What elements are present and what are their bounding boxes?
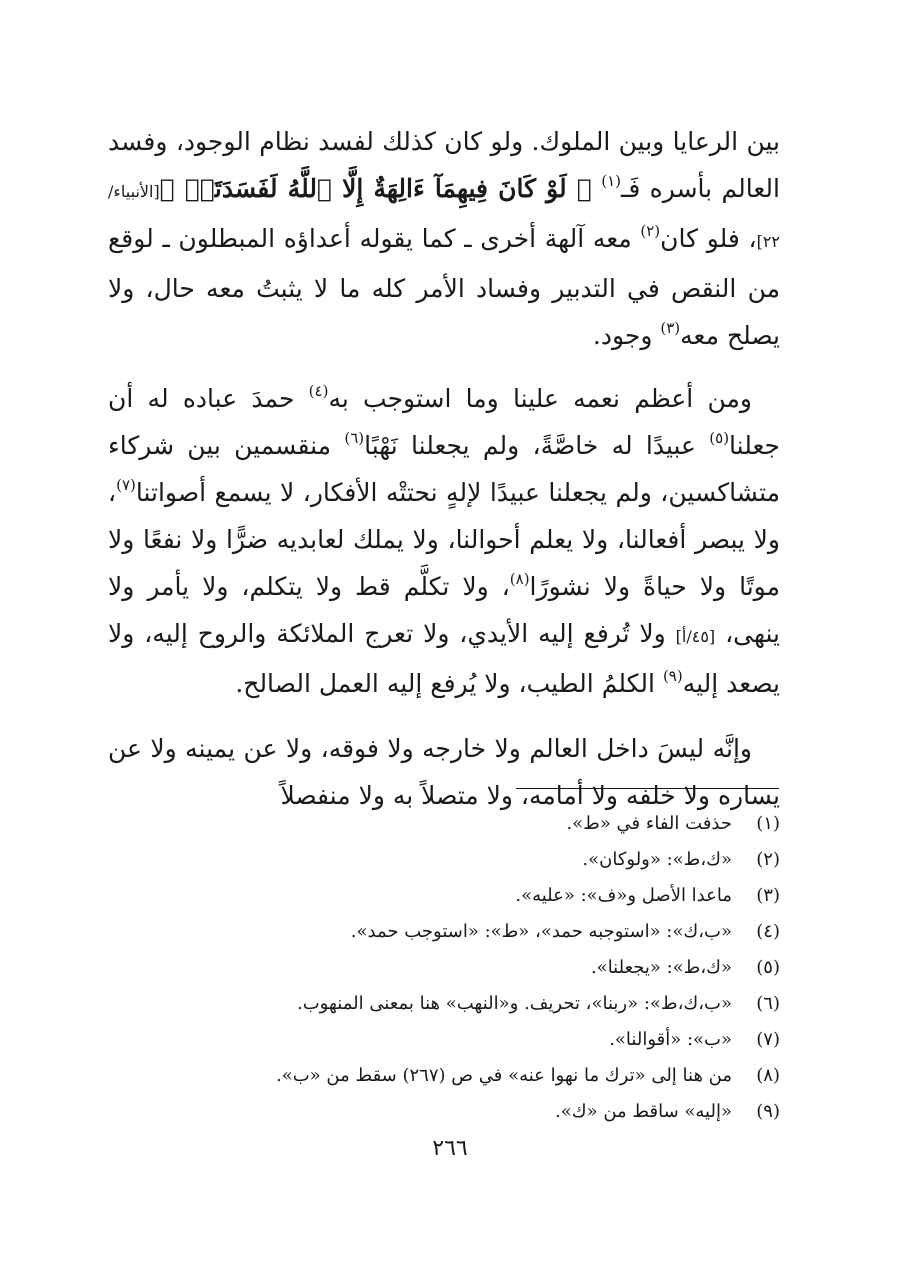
footnote-ref-1[interactable]: (١) (601, 172, 622, 190)
footnote-ref-6[interactable]: (٦) (344, 429, 365, 447)
paragraph-3 (108, 725, 780, 819)
footnote-number: (٤) (756, 921, 780, 942)
text-run: ، ولا يبصر أفعالنا، ولا يعلم أحوالنا، ولا يملك لعابديه ضرًّا ولا نفعًا ولا موتًا ولا حياةً ولا نشورًا (108, 478, 780, 601)
text-run: الكلمُ الطيب، ولا يُرفع إليه العمل الصالح. (235, 669, 663, 698)
footnote-number: (٦) (756, 993, 780, 1014)
paragraph-2 (108, 375, 780, 707)
footnote-number: (٨) (756, 1065, 780, 1086)
footnote-text: «إليه» ساقط من «ك». (555, 1101, 732, 1122)
footnote-number: (٧) (756, 1029, 780, 1050)
text-run (592, 174, 601, 203)
quran-reference: [الأنبياء/ ٢٢] (108, 182, 781, 251)
footnote-ref-8[interactable]: (٨) (509, 570, 530, 588)
footnote-number: (٥) (756, 957, 780, 978)
footnote-number: (٢) (756, 849, 780, 870)
footnote-3 (180, 878, 780, 914)
footnote-1 (180, 806, 780, 842)
footnote-ref-2[interactable]: (٢) (640, 222, 661, 240)
footnote-number: (٣) (756, 885, 780, 906)
text-run: ، فلو كان (660, 224, 757, 253)
text-run: ولا تُرفع إليه الأيدي، ولا تعرج الملائكة والروح إليه، ولا يصعد إليه (108, 619, 780, 698)
text-run: عبيدًا له خاصَّةً، ولم يجعلنا نَهْبًا (364, 431, 710, 460)
manuscript-folio-marker: [٤٥/أ] (675, 627, 716, 646)
footnote-text: حذفت الفاء في «ط». (566, 813, 732, 834)
footnote-text: «ب،ك،ط»: «ربنا»، تحريف. و«النهب» هنا بمعنى المنهوب. (297, 993, 732, 1014)
footnote-ref-3[interactable]: (٣) (660, 319, 681, 337)
footnote-text: ماعدا الأصل و«ف»: «عليه». (515, 885, 732, 906)
text-run: وإنَّه ليسَ داخل العالم ولا خارجه ولا فوقه، ولا عن يمينه ولا عن يساره ولا خلفه ولا أمامه، ولا متصلاً به ولا منفصلاً (108, 734, 780, 810)
main-text (108, 118, 780, 819)
footnote-4 (180, 914, 780, 950)
footnote-text: «ك،ط»: «يجعلنا». (590, 957, 732, 978)
footnote-ref-4[interactable]: (٤) (308, 382, 329, 400)
footnote-9 (180, 1094, 780, 1130)
footnotes-list (180, 806, 780, 1130)
footnote-separator (516, 788, 779, 789)
footnote-ref-7[interactable]: (٧) (116, 476, 136, 494)
footnote-text: «ك،ط»: «ولوكان». (582, 849, 732, 870)
text-run: وجود. (592, 321, 661, 350)
page-number: ٢٦٦ (432, 1136, 468, 1161)
footnote-ref-9[interactable]: (٩) (662, 667, 683, 685)
footnote-number: (١) (756, 813, 780, 834)
footnote-text: من هنا إلى «ترك ما نهوا عنه» في ص (٢٦٧) سقط من «ب». (276, 1065, 732, 1086)
footnote-2 (180, 842, 780, 878)
footnote-5 (180, 950, 780, 986)
text-run: حمدَ عباده له أن جعلنا (108, 384, 780, 460)
text-run: منقسمين بين شركاء متشاكسين، ولم يجعلنا عبيدًا لإلهٍ نحتتْه الأفكار، لا يسمع أصواتنا (108, 431, 780, 507)
footnote-8 (180, 1058, 780, 1094)
footnote-number: (٩) (756, 1101, 780, 1122)
text-run: ، ولا تكلَّم قط ولا يتكلم، ولا يأمر ولا ينهى، (108, 572, 780, 648)
footnote-text: «ب،ك»: «استوجبه حمد»، «ط»: «استوجب حمد». (350, 921, 732, 942)
text-run: بين الرعايا وبين الملوك. ولو كان كذلك لفسد نظام الوجود، وفسد العالم بأسره فَـ (108, 127, 780, 203)
footnote-7 (180, 1022, 780, 1058)
footnote-6 (180, 986, 780, 1022)
footnote-ref-5[interactable]: (٥) (709, 429, 730, 447)
footnote-text: «ب»: «أقوالنا». (609, 1029, 732, 1050)
text-run: ومن أعظم نعمه علينا وما استوجب به (328, 384, 752, 413)
quran-quote: ﴿ لَوْ كَانَ فِيهِمَآ ءَالِهَةٌ إِلَّا ٱللَّهُ لَفَسَدَتَاۚ ﴾ (159, 174, 592, 203)
paragraph-1 (108, 118, 780, 359)
text-run: معه آلهة أخرى ـ كما يقوله أعداؤه المبطلون ـ لوقع من النقص في التدبير وفساد الأمر كله ما لا يثبتُ معه حال، ولا يصلح معه (108, 224, 780, 350)
